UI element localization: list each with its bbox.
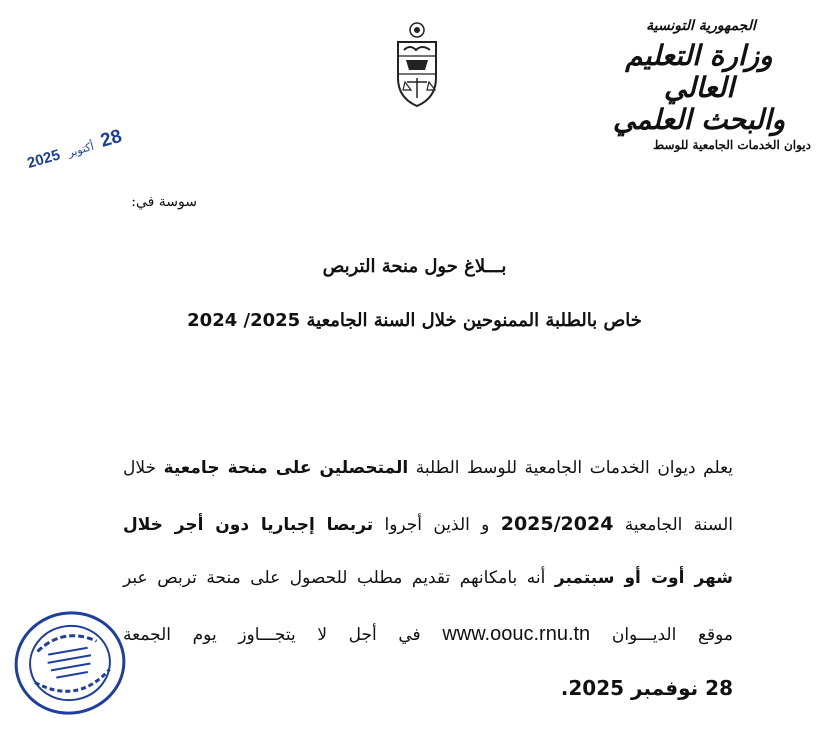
body-line-1 — [123, 458, 733, 478]
website-link[interactable]: www.oouc.rnu.tn — [442, 623, 591, 645]
date-stamp — [24, 111, 179, 191]
ministry-line-2: والبحث العلمي — [612, 103, 786, 136]
body-text: و الذين أجروا — [384, 515, 490, 535]
body-text: يعلم ديوان الخدمات الجامعية للوسط الطلبة — [415, 458, 734, 478]
body-bold-text: المتحصلين على منحة جامعية — [163, 458, 409, 478]
body-line-5-deadline: 28 نوفمبر 2025. — [560, 676, 733, 700]
office-name: ديوان الخدمات الجامعية للوسط — [653, 138, 811, 152]
body-text: خلال — [123, 458, 157, 478]
place-label: سوسة في: — [131, 194, 197, 210]
body-line-3 — [123, 568, 733, 588]
body-bold-year: 2025/2024 — [500, 513, 614, 535]
announcement-subtitle — [0, 310, 829, 331]
date-stamp-month: أكتوبر — [66, 140, 96, 160]
announcement-title: بـــلاغ حول منحة التربص — [322, 256, 507, 277]
ministry-line-1: وزارة التعليم العالي — [625, 39, 773, 104]
date-stamp-year: 2025 — [25, 146, 63, 172]
date-stamp-day: 28 — [98, 125, 125, 152]
ministry-name — [589, 40, 809, 136]
subtitle-text: خاص بالطلبة الممنوحين خلال السنة الجامعية — [306, 310, 642, 331]
coat-of-arms-icon — [392, 20, 442, 110]
body-bold-text: تربصا إجباريا دون أجر خلال — [123, 515, 374, 535]
body-line-2 — [123, 513, 733, 535]
official-stamp-icon — [10, 606, 130, 721]
body-bold-text: شهر أوت أو سبتمبر — [554, 568, 734, 588]
republic-header: الجمهورية التونسية — [646, 18, 756, 34]
subtitle-year: 2025/ 2024 — [187, 310, 301, 331]
body-text: السنة الجامعية — [624, 515, 733, 535]
body-text: موقع الديـــوان — [611, 625, 734, 645]
body-line-4 — [123, 623, 733, 646]
body-text: أنه بامكانهم تقديم مطلب للحصول على منحة تربص عبر — [123, 568, 546, 588]
body-text: في أجل لا يتجـــاوز يوم الجمعة — [123, 625, 421, 645]
